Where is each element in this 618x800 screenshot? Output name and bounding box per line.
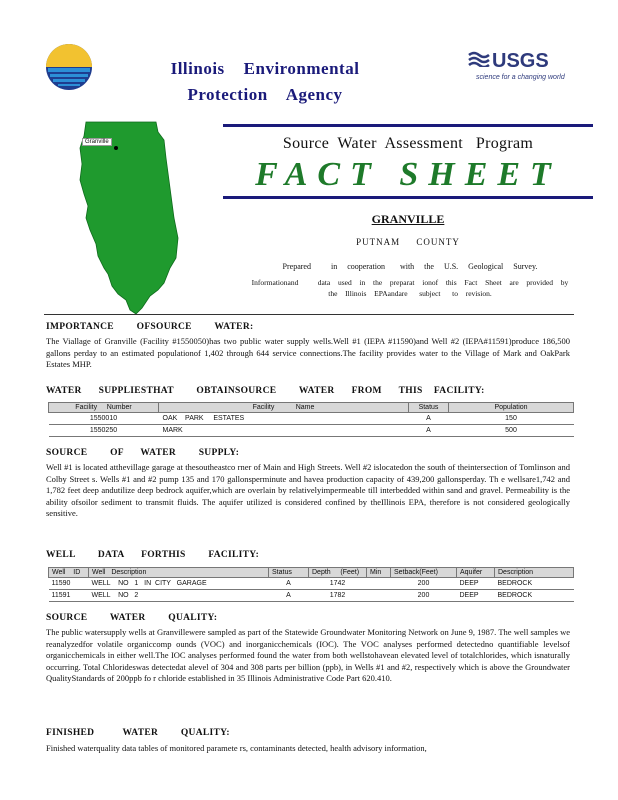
section-divider (44, 314, 574, 315)
wells-heading: WELL DATA FORTHIS FACILITY: (46, 550, 260, 560)
title-rule-bottom (223, 196, 593, 199)
agency-name (150, 56, 380, 108)
table-cell: 500 (449, 425, 574, 437)
info-line-2: the Illinois EPAandare subject to revision. (328, 289, 492, 298)
table-cell: WELL NO 1 IN CITY GARAGE (89, 578, 269, 590)
table-header-row (49, 568, 574, 578)
table-cell: WELL NO 2 (89, 590, 269, 602)
table-cell: A (409, 413, 449, 425)
table-cell: 1782 (309, 590, 367, 602)
county-name: PUTNAM COUNTY (356, 237, 460, 247)
table-row (49, 425, 574, 437)
table-cell (367, 590, 391, 602)
table-cell: 11590 (49, 578, 89, 590)
importance-heading: IMPORTANCE OFSOURCE WATER: (46, 322, 254, 332)
usgs-wave-icon (468, 50, 490, 73)
column-header: Setback(Feet) (391, 568, 457, 578)
usgs-name: USGS (492, 50, 549, 72)
suppliers-table (48, 402, 574, 437)
table-cell: 200 (391, 590, 457, 602)
table-cell: BEDROCK (495, 590, 574, 602)
column-header: Description (495, 568, 574, 578)
importance-text: The Viallage of Granville (Facility #1550050)has two public water supply wells.Well #1 (IEPA #11590)and Well #2 (IEPA#11591)produce 186,500 gallons perday to an estimated populationof 1,402 through 644 service connections.The facility provides water to the Village of Mark and OakPark Estates MHP. (46, 336, 570, 369)
prepared-note: Prepared in cooperation with the U.S. Geological Survey. (282, 262, 538, 271)
table-cell: MARK (159, 425, 409, 437)
table-cell: 11591 (49, 590, 89, 602)
table-cell: 1550010 (49, 413, 159, 425)
quality-heading: SOURCE WATER QUALITY: (46, 613, 218, 623)
source-text: Well #1 is located atthevillage garage at thesoutheastco rner of Main and High Streets. Well #2 islocatedon the south of theintersection of Tomlinson and Colby Street s. Wells #1 and #2 pump 135 and 170 gallonsperminute and havea production capacity of 439,200 gallonsperday. Th e wellsare1,742 and 1,782 feet deep andutilize deep bedrock aquifer,which are overlain by relativelyimpermeable till interbedded within sand and gravel. Permeability is the ability ofsoilor sediment to transmit fluids. The aquifer utilized is considered confined by theIllinois EPA, therefore is not considered geologically sensitive. (46, 462, 570, 518)
table-cell: A (269, 578, 309, 590)
table-cell: A (409, 425, 449, 437)
map-town-label: Granville (82, 138, 112, 146)
suppliers-heading: WATER SUPPLIESTHAT OBTAINSOURCE WATER FROM THIS FACILITY: (46, 386, 485, 396)
table-cell: OAK PARK ESTATES (159, 413, 409, 425)
table-cell: 1550250 (49, 425, 159, 437)
column-header: Depth (Feet) (309, 568, 367, 578)
table-cell: 150 (449, 413, 574, 425)
agency-line-2: Protection Agency (187, 85, 343, 104)
table-cell (367, 578, 391, 590)
iepa-logo-icon (44, 42, 94, 92)
column-header: Facility Number (49, 403, 159, 413)
table-header-row (49, 403, 574, 413)
table-cell: DEEP (457, 590, 495, 602)
quality-text: The public watersupply wells at Granvillewere sampled as part of the Statewide Groundwater Monitoring Network on June 9, 1987. The well samples we reanalyzedfor volatile organiccomp ounds (VOC) and inorganicchemicals (IOC). The VOC analyses performed detectedno quantifiable levelsof organicchemicals in either well.The IOC analyses performed found the water from both wellstohavean elevated level of totalchlorides, which isnaturally occurring. Total Chlorideswas detectedat alevel of 304 and 308 parts per billion (ppb), in Wells #1 and #2, respectively which is above the Groundwater QualityStandards of 200ppb fo r chloride established in 35 Illinois Administrative Code Part 620.410. (46, 627, 570, 683)
info-note (230, 277, 590, 299)
table-cell: BEDROCK (495, 578, 574, 590)
agency-line-1: Illinois Environmental (170, 59, 360, 78)
table-row (49, 413, 574, 425)
table-cell: DEEP (457, 578, 495, 590)
source-heading: SOURCE OF WATER SUPPLY: (46, 448, 240, 458)
column-header: Well ID (49, 568, 89, 578)
wells-table (48, 567, 574, 602)
column-header: Min (367, 568, 391, 578)
illinois-map (78, 118, 188, 318)
column-header: Aquifer (457, 568, 495, 578)
table-row (49, 590, 574, 602)
column-header: Status (409, 403, 449, 413)
info-line-1: Informationand data used in the preparat ionof this Fact Sheet are provided by (251, 278, 569, 287)
column-header: Well Description (89, 568, 269, 578)
table-cell: 1742 (309, 578, 367, 590)
usgs-tagline: science for a changing world (476, 74, 565, 82)
finished-text: Finished waterquality data tables of monitored paramete rs, contaminants detected, health advisory information, (46, 743, 427, 753)
title-rule-top (223, 124, 593, 127)
table-cell: 200 (391, 578, 457, 590)
column-header: Population (449, 403, 574, 413)
town-name: GRANVILLE (371, 212, 445, 226)
usgs-logo (468, 50, 578, 81)
table-cell: A (269, 590, 309, 602)
column-header: Facility Name (159, 403, 409, 413)
finished-heading: FINISHED WATER QUALITY: (46, 728, 230, 738)
program-title: Source Water Assessment Program (282, 135, 534, 152)
column-header: Status (269, 568, 309, 578)
table-row (49, 578, 574, 590)
fact-sheet-title: FACT SHEET (255, 156, 561, 193)
